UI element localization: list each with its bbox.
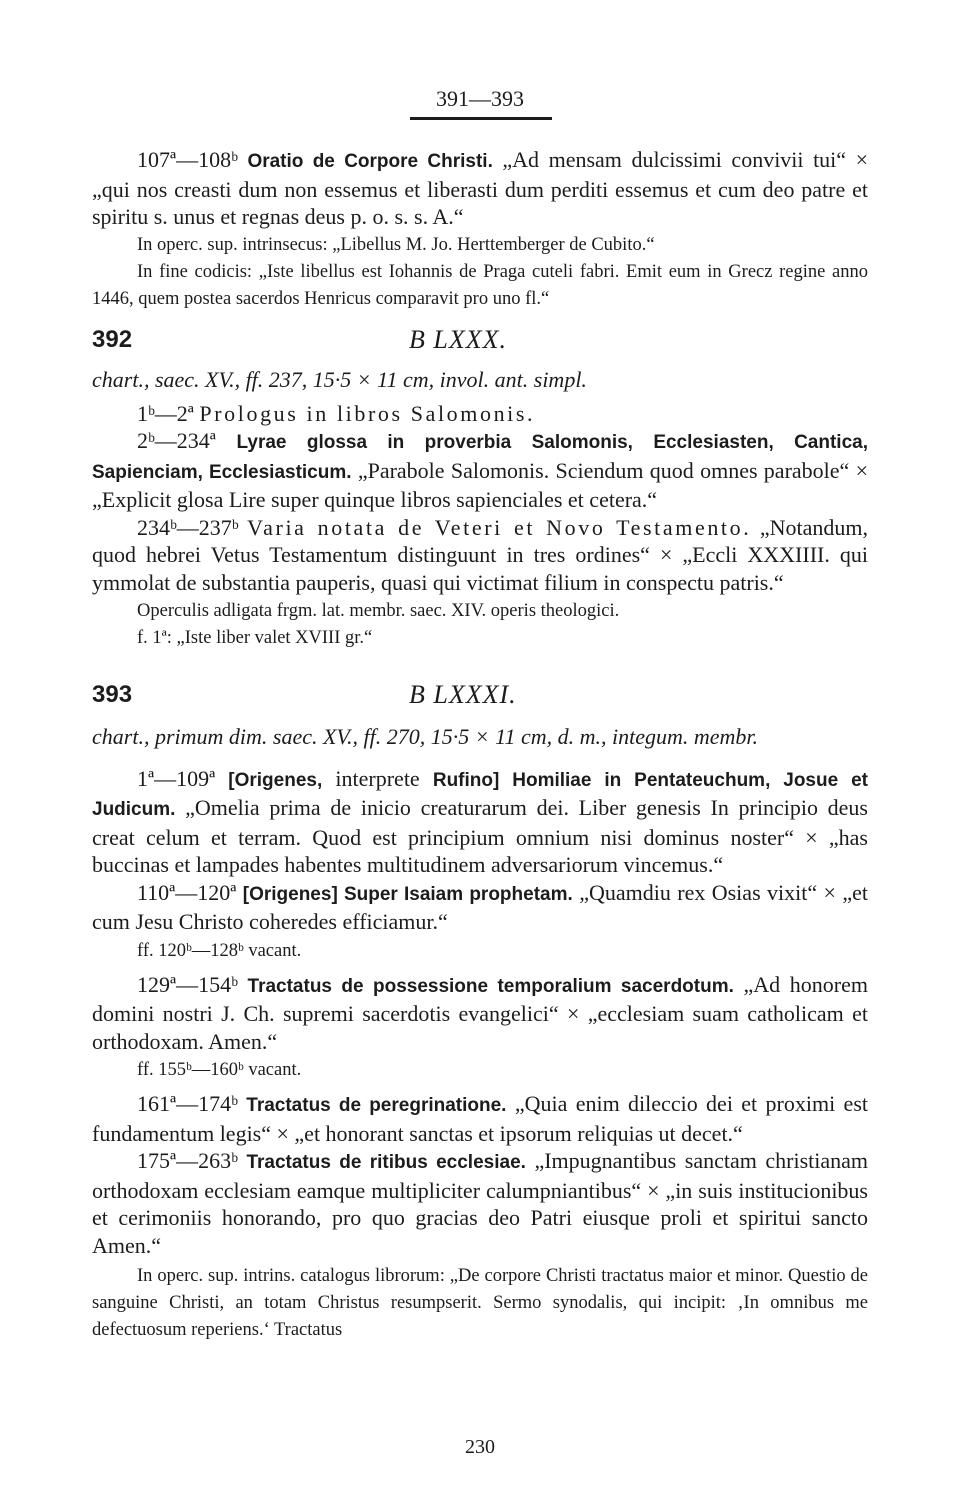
- item-incipit: „Ad honorem domini nostri J. Ch. supremi sacerdotis evangelici“ × „ecclesiam suam catholicam et orthodoxam. Amen.“: [92, 971, 868, 1054]
- item-incipit: „Impugnantibus sanctam christianam orthodoxam ecclesiam eamque multipliciter calumpniantibus“ × „in suis institucionibus et cerimoniis honorando, pro quo gracias deo Patri eiusque proli et spiritui sancto Amen.“: [92, 1148, 869, 1258]
- item-paragraph: [92, 427, 868, 514]
- note: In fine codicis: „Iste libellus est Iohannis de Praga cuteli fabri. Emit eum in Grecz regine anno 1446, quem postea sacerdos Henricus comparavit pro uno fl.“: [92, 261, 868, 309]
- folio-range: 234ᵇ—237ᵇ: [137, 514, 239, 540]
- folio-range: 1ª—109ª: [137, 765, 216, 791]
- item-title: Lyrae glossa in proverbia Salomonis, Ecclesiasten, Cantica, Sapienciam, Ecclesiasticum.: [92, 432, 869, 483]
- item-paragraph: [92, 1090, 868, 1147]
- item-title: Tractatus de ritibus ecclesiae.: [246, 1152, 526, 1173]
- entry-393-body: [92, 723, 868, 1344]
- folio-range: 129ª—154ᵇ: [137, 971, 238, 997]
- item-paragraph: [92, 400, 868, 428]
- item-paragraph: [92, 146, 868, 231]
- vacant-note: ff. 120ᵇ—128ᵇ vacant.: [137, 940, 302, 961]
- item-paragraph: [92, 971, 868, 1056]
- folio-range: 107ª—108ᵇ: [137, 147, 238, 172]
- folio-range: 1ᵇ—2ª: [137, 400, 194, 426]
- item-title: Tractatus de possessione temporalium sacerdotum.: [247, 975, 734, 997]
- item-title: Rufino] Homiliae in Pentateuchum, Josue et Judicum.: [92, 769, 868, 820]
- item-title: Tractatus de peregrinatione.: [246, 1095, 507, 1116]
- shelf-signature: B LXXXI.: [409, 680, 517, 709]
- entry-392-heading: [92, 323, 868, 363]
- item-incipit: „Quia enim dileccio dei et proximi est fundamentum legis“ × „et honorant sanctas et ipsorum reliquias ut decet.“: [92, 1091, 868, 1146]
- shelf-signature: B LXXX.: [409, 325, 507, 354]
- folio-range: 161ª—174ᵇ: [137, 1091, 238, 1116]
- physical-description: chart., saec. XV., ff. 237, 15·5 × 11 cm, invol. ant. simpl.: [92, 367, 587, 392]
- page-number: 230: [465, 1436, 495, 1458]
- physical-description: chart., primum dim. saec. XV., ff. 270, 15·5 × 11 cm, d. m., integum. membr.: [92, 724, 759, 749]
- folio-range: 110ª—120ª: [137, 879, 237, 905]
- item-incipit: „Ad mensam dulcissimi convivii tui“ × „qui nos creasti dum non essemus et liberasti dum perditi essemus et cum deo patre et spiritu s. unus et regnas deus p. o. s. s. A.“: [92, 147, 868, 229]
- entry-393-heading: [92, 678, 868, 718]
- item-title: Oratio de Corpore Christi.: [247, 151, 493, 172]
- entry-391-tail: [92, 146, 868, 313]
- entry-number: 393: [92, 681, 133, 708]
- item-incipit: „Parabole Salomonis. Sciendum quod omnes parabole“ × „Explicit glosa Lire super quinque libros sapienciales et cetera.“: [92, 457, 868, 512]
- folio-range: 2ᵇ—234ª: [137, 428, 216, 453]
- item-incipit: „Quamdiu rex Osias vixit“ × „et cum Jesu Christo coheredes efficiamur.“: [92, 879, 868, 934]
- note: In operc. sup. intrinsecus: „Libellus M. Jo. Herttemberger de Cubito.“: [137, 234, 655, 255]
- item-incipit: „Omelia prima de inicio creaturarum dei. Liber genesis In principio deus creat celum et terram. Quod est principium omnium nisi dominus noster“ × „has buccinas et lampades habentes multitudinem adversariorum vincemus.“: [92, 795, 868, 877]
- note: In operc. sup. intrins. catalogus librorum: „De corpore Christi tractatus maior et minor. Questio de sanguine Christi, an totam Christus resumpserit. Sermo synodalis, qui incipit: ‚In omnibus me defectuosum reperiens.‘ Tractatus: [92, 1266, 868, 1340]
- entry-392-body: [92, 366, 868, 652]
- item-title: [Origenes,: [228, 769, 323, 791]
- note: f. 1ª: „Iste liber valet XVIII gr.“: [137, 628, 373, 648]
- item-incipit: „Notandum, quod hebrei Vetus Testamentum distinguunt in tres ordines“ × „Eccli XXXIIII. qui ymmolat de substantia pauperis, quasi qui victimat filium in conspectu patris.“: [92, 514, 868, 595]
- header-rule: [410, 117, 552, 120]
- note: Operculis adligata frgm. lat. membr. saec. XIV. operis theologici.: [137, 601, 620, 621]
- item-interprete: interprete: [322, 765, 433, 791]
- item-title: [Origenes] Super Isaiam prophetam.: [242, 883, 573, 905]
- item-title: Prologus in libros Salomonis.: [199, 400, 536, 426]
- item-paragraph: [92, 765, 868, 879]
- item-paragraph: [92, 1147, 868, 1259]
- entry-number: 392: [92, 326, 133, 353]
- item-paragraph: [92, 514, 868, 597]
- running-header: 391—393: [436, 86, 524, 111]
- vacant-note: ff. 155ᵇ—160ᵇ vacant.: [137, 1060, 302, 1080]
- item-paragraph: [92, 879, 868, 936]
- item-title: Varia notata de Veteri et Novo Testamento.: [247, 514, 752, 540]
- folio-range: 175ª—263ᵇ: [137, 1148, 238, 1173]
